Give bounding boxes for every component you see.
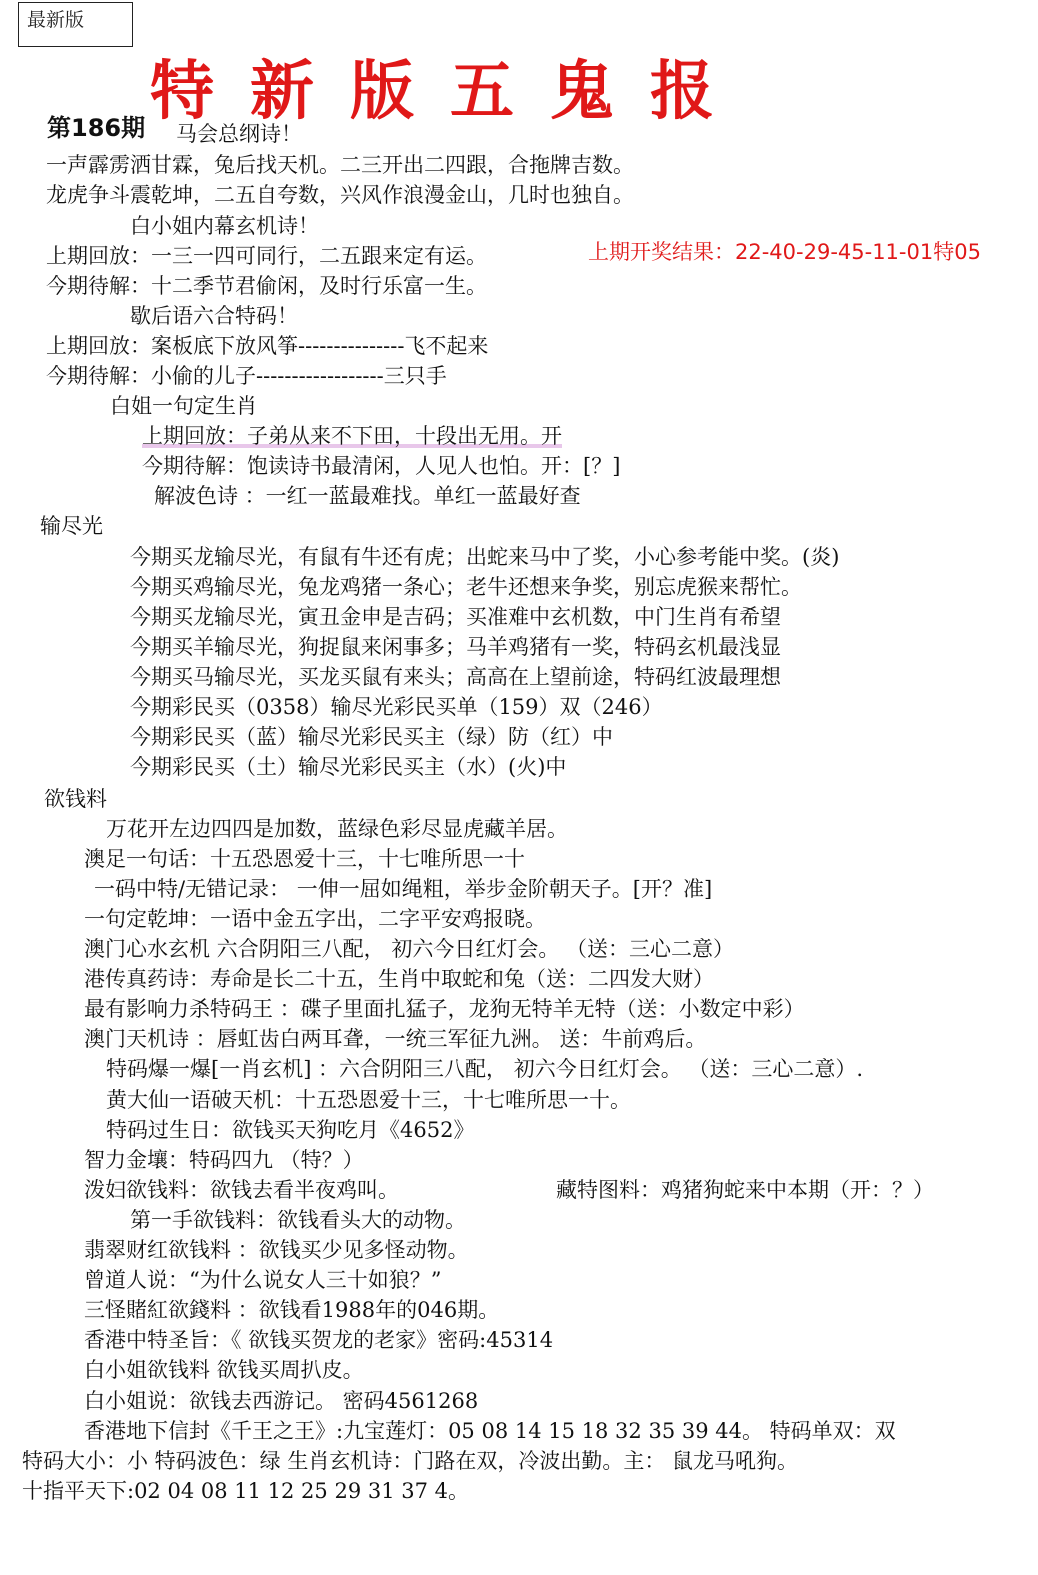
text-line: 今期买龙输尽光，寅丑金申是吉码；买准难中玄机数，中门生肖有希望 [130, 605, 781, 629]
text-line: 三怪賭紅欲錢料 ：欲钱看1988年的046期。 [84, 1298, 500, 1322]
section-heading: 欲钱料 [44, 787, 107, 811]
text-line: 一码中特/无错记录： 一伸一屈如绳粗，举步金阶朝天子。[开？准] [94, 877, 713, 901]
text-line: 今期待解：十二季节君偷闲，及时行乐富一生。 [46, 274, 487, 298]
text-line: 一句定乾坤：一语中金五字出，二字平安鸡报晓。 [84, 907, 546, 931]
last-result: 上期开奖结果：22-40-29-45-11-01特05 [588, 240, 981, 264]
text-line: 今期买马输尽光，买龙买鼠有来头；高高在上望前途，特码红波最理想 [130, 665, 781, 689]
text-line: 白小姐欲钱料 欲钱买周扒皮。 [84, 1358, 364, 1382]
text-line: 特码爆一爆[一肖玄机] ：六合阴阳三八配， 初六今日红灯会。 （送：三心二意）. [106, 1057, 864, 1081]
text-line: 智力金壤：特码四九 （特？） [84, 1148, 364, 1172]
text-line: 澳足一句话：十五恐恩爱十三，十七唯所思一十 [84, 847, 525, 871]
text-line: 今期彩民买（土）输尽光彩民买主（水）(火)中 [130, 755, 567, 779]
text-line: 香港中特圣旨：《 欲钱买贺龙的老家》密码:45314 [84, 1328, 554, 1352]
text-line: 上期回放：子弟从来不下田，十段出无用。开 [142, 424, 562, 448]
text-line: 藏特图料：鸡猪狗蛇来中本期（开：？） [556, 1178, 934, 1202]
text-line: 白小姐说：欲钱去西游记。 密码4561268 [84, 1389, 479, 1413]
text-line: 今期彩民买（0358）输尽光彩民买单（159）双（246） [130, 695, 663, 719]
text-line: 香港地下信封《千王之王》:九宝莲灯：05 08 14 15 18 32 35 39 44。 特码单双：双 [84, 1419, 896, 1443]
page-title: 特新版五鬼报 [150, 55, 750, 129]
text-line: 今期待解：小偷的儿子------------------三只手 [46, 364, 447, 388]
text-line: 解波色诗 ：一红一蓝最难找。单红一蓝最好查 [154, 484, 581, 508]
text-line: 白姐一句定生肖 [110, 394, 257, 418]
text-line: 澳门心水玄机 六合阴阳三八配， 初六今日红灯会。 （送：三心二意） [84, 937, 735, 961]
text-line: 澳门天机诗 ：唇虹齿白两耳聋，一统三军征九洲。 送：牛前鸡后。 [84, 1027, 707, 1051]
text-line: 白小姐内幕玄机诗！ [130, 214, 319, 238]
text-line: 最有影响力杀特码王 ：碟子里面扎猛子，龙狗无特羊无特（送：小数定中彩） [84, 997, 805, 1021]
text-line: 今期待解：饱读诗书最清闲，人见人也怕。开：[？] [142, 454, 621, 478]
text-line: 今期买鸡输尽光，兔龙鸡猪一条心；老牛还想来争奖，别忘虎猴来帮忙。 [130, 575, 802, 599]
text-line: 上期回放：一三一四可同行，二五跟来定有运。 [46, 244, 487, 268]
text-line: 泼妇欲钱料：欲钱去看半夜鸡叫。 [84, 1178, 399, 1202]
text-line: 今期买羊输尽光，狗捉鼠来闲事多；马羊鸡猪有一奖，特码玄机最浅显 [130, 635, 781, 659]
text-line: 特码大小：小 特码波色：绿 生肖玄机诗：门路在双，冷波出勤。主： 鼠龙马吼狗。 [22, 1449, 799, 1473]
text-line: 万花开左边四四是加数，蓝绿色彩尽显虎藏羊居。 [106, 817, 568, 841]
text-line: 歇后语六合特码！ [130, 304, 298, 328]
issue-number: 第186期 [47, 114, 146, 142]
text-line: 曾道人说：“为什么说女人三十如狼？” [84, 1268, 442, 1292]
text-line: 特码过生日：欲钱买天狗吃月《4652》 [106, 1118, 475, 1142]
text-line: 十指平天下:02 04 08 11 12 25 29 31 37 4。 [22, 1479, 470, 1503]
text-line: 今期彩民买（蓝）输尽光彩民买主（绿）防（红）中 [130, 725, 613, 749]
text-line: 上期回放：案板底下放风筝---------------飞不起来 [46, 334, 489, 358]
text-line: 龙虎争斗震乾坤，二五自夸数，兴风作浪漫金山，几时也独自。 [46, 183, 634, 207]
text-line: 港传真药诗：寿命是长二十五，生肖中取蛇和兔（送：二四发大财） [84, 967, 714, 991]
text-line: 黄大仙一语破天机：十五恐恩爱十三，十七唯所思一十。 [106, 1088, 631, 1112]
text-line: 今期买龙输尽光，有鼠有牛还有虎；出蛇来马中了奖，小心参考能中奖。(炎) [130, 545, 840, 569]
edition-badge: 最新版 [18, 2, 133, 47]
text-line: 第一手欲钱料：欲钱看头大的动物。 [130, 1208, 466, 1232]
text-line: 翡翠财红欲钱料 ：欲钱买少见多怪动物。 [84, 1238, 469, 1262]
text-line: 一声霹雳洒甘霖，兔后找天机。二三开出二四跟，合拖牌吉数。 [46, 153, 634, 177]
text-line: 马会总纲诗！ [176, 122, 302, 146]
section-heading: 输尽光 [40, 514, 103, 538]
